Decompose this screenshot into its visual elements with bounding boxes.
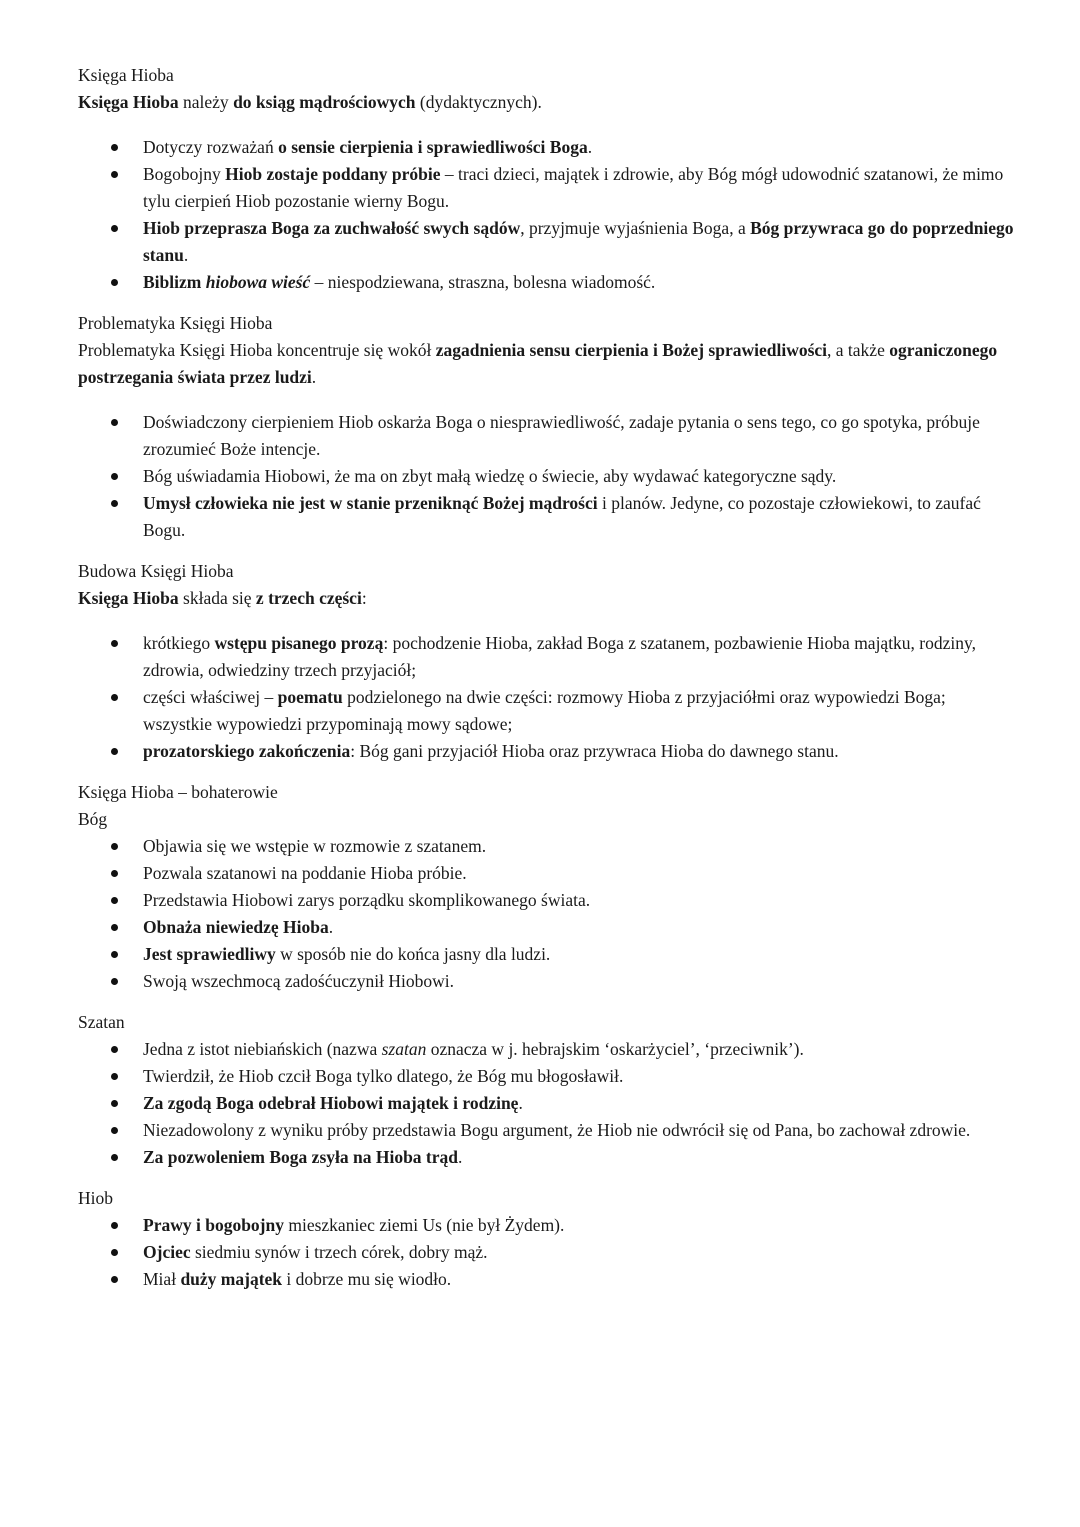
text-run: Obnaża niewiedzę Hioba <box>143 917 329 937</box>
text-run: Bogobojny <box>143 164 226 184</box>
text-run: Hiob przeprasza Boga za zuchwałość swych sądów <box>143 218 521 238</box>
section-heading: Budowa Księgi Hioba <box>78 561 234 581</box>
list-item <box>78 1090 1018 1117</box>
bullet-list <box>78 1036 1018 1171</box>
list-item <box>78 941 1018 968</box>
section-intro <box>78 337 1018 391</box>
text-run: szatan <box>381 1039 427 1059</box>
list-item <box>78 134 1018 161</box>
list-item <box>78 409 1018 463</box>
text-run: Bóg przywraca go do poprzedniego stanu <box>143 218 1014 265</box>
section-intro <box>78 89 1018 116</box>
bullet-list <box>78 630 1018 765</box>
list-item <box>78 738 1018 765</box>
text-run: . <box>328 917 334 937</box>
text-run-wrapper <box>206 272 311 292</box>
text-run: duży majątek <box>180 1269 283 1289</box>
section-heading: Problematyka Księgi Hioba <box>78 313 273 333</box>
section-ksiega-hioba <box>78 62 1018 296</box>
list-item <box>78 1212 1018 1239</box>
list-item <box>78 968 1018 995</box>
text-run: : pochodzenie Hioba, zakład Boga z szatanem, pozbawienie Hioba majątku, rodziny, zdrowia, odwiedziny trzech przyjaciół; <box>143 633 977 680</box>
list-item <box>78 490 1018 544</box>
text-run: Doświadczony cierpieniem Hiob oskarża Boga o niesprawiedliwość, zadaje pytania o sens tego, co go spotyka, próbuje zrozumieć Boże intencje. <box>143 412 980 459</box>
text-run: (dydaktycznych). <box>415 92 542 112</box>
text-run: części właściwej – <box>143 687 278 707</box>
section-problematyka <box>78 310 1018 544</box>
text-run: – traci dzieci, majątek i zdrowie, aby Bóg mógł udowodnić szatanowi, że mimo tylu cierpień Hiob pozostanie wierny Bogu. <box>143 164 1004 211</box>
list-item <box>78 1266 1018 1293</box>
list-item <box>78 1239 1018 1266</box>
document-page <box>78 62 1018 1293</box>
text-run: , przyjmuje wyjaśnienia Boga, a <box>520 218 751 238</box>
list-item <box>78 161 1018 215</box>
text-run: siedmiu synów i trzech córek, dobry mąż. <box>190 1242 488 1262</box>
list-item <box>78 887 1018 914</box>
text-run: Jedna z istot niebiańskich (nazwa <box>143 1039 382 1059</box>
list-item <box>78 860 1018 887</box>
text-run: Umysł człowieka nie jest w stanie przeniknąć Bożej mądrości <box>143 493 598 513</box>
text-run: . <box>518 1093 523 1113</box>
text-run: Bóg uświadamia Hiobowi, że ma on zbyt małą wiedzę o świecie, aby wydawać kategoryczne sądy. <box>143 466 837 486</box>
text-run: z trzech części <box>255 588 362 608</box>
text-run: hiobowa wieść <box>205 272 311 292</box>
list-item <box>78 1144 1018 1171</box>
list-item <box>78 833 1018 860</box>
list-item <box>78 1036 1018 1063</box>
character-heading-szatan: Szatan <box>78 1012 125 1032</box>
text-run: wstępu pisanego prozą <box>214 633 384 653</box>
section-budowa <box>78 558 1018 765</box>
text-run: Objawia się we wstępie w rozmowie z szatanem. <box>143 836 487 856</box>
text-run: i dobrze mu się wiodło. <box>282 1269 452 1289</box>
text-run: Problematyka Księgi Hioba koncentruje się wokół <box>78 340 436 360</box>
text-run: Prawy i bogobojny <box>143 1215 284 1235</box>
text-run: w sposób nie do końca jasny dla ludzi. <box>275 944 551 964</box>
list-item <box>78 684 1018 738</box>
text-run: Za pozwoleniem Boga zsyła na Hioba trąd <box>143 1147 459 1167</box>
text-run: . <box>183 245 189 265</box>
text-run: Przedstawia Hiobowi zarys porządku skomplikowanego świata. <box>143 890 591 910</box>
text-run: – niespodziewana, straszna, bolesna wiadomość. <box>310 272 656 292</box>
list-item <box>78 215 1018 269</box>
text-run: należy <box>178 92 234 112</box>
text-run: Twierdził, że Hiob czcił Boga tylko dlatego, że Bóg mu błogosławił. <box>143 1066 624 1086</box>
text-run: Za zgodą Boga odebrał Hiobowi majątek i rodzinę <box>143 1093 519 1113</box>
text-run: o sensie cierpienia i sprawiedliwości Boga <box>278 137 588 157</box>
text-run: . <box>458 1147 463 1167</box>
text-run: : <box>361 588 367 608</box>
text-run: Dotyczy rozważań <box>143 137 279 157</box>
list-item <box>78 269 1018 296</box>
text-run: Ojciec <box>143 1242 191 1262</box>
bullet-list <box>78 833 1018 995</box>
text-run: i planów. Jedyne, co pozostaje człowiekowi, to zaufać Bogu. <box>143 493 981 540</box>
section-heading: Księga Hioba <box>78 65 174 85</box>
text-run: : Bóg gani przyjaciół Hioba oraz przywraca Hioba do dawnego stanu. <box>350 741 839 761</box>
text-run: Biblizm <box>143 272 206 292</box>
list-item <box>78 463 1018 490</box>
list-item <box>78 1117 1018 1144</box>
list-item <box>78 1063 1018 1090</box>
text-run: Swoją wszechmocą zadośćuczynił Hiobowi. <box>143 971 455 991</box>
text-run: składa się <box>178 588 256 608</box>
text-run: . <box>311 367 317 387</box>
text-run: Jest sprawiedliwy <box>143 944 276 964</box>
list-item <box>78 630 1018 684</box>
text-run: Księga Hioba <box>78 92 179 112</box>
text-run: Hiob zostaje poddany próbie <box>225 164 441 184</box>
character-heading-bog: Bóg <box>78 809 108 829</box>
text-run: ograniczonego postrzegania świata przez ludzi <box>78 340 998 387</box>
bullet-list <box>78 134 1018 296</box>
section-bohaterowie <box>78 779 1018 995</box>
text-run: Niezadowolony z wyniku próby przedstawia Bogu argument, że Hiob nie odwrócił się od Pana, bo zachował zdrowie. <box>143 1120 971 1140</box>
section-hiob <box>78 1185 1018 1293</box>
text-run: Miał <box>143 1269 181 1289</box>
text-run: zagadnienia sensu cierpienia i Bożej sprawiedliwości <box>435 340 828 360</box>
text-run: prozatorskiego zakończenia <box>143 741 351 761</box>
text-run: podzielonego na dwie części: rozmowy Hioba z przyjaciółmi oraz wypowiedzi Boga; wszystkie wypowiedzi przypominają mowy sądowe; <box>143 687 946 734</box>
text-run: Pozwala szatanowi na poddanie Hioba próbie. <box>143 863 467 883</box>
character-heading-hiob: Hiob <box>78 1188 113 1208</box>
text-run: mieszkaniec ziemi Us (nie był Żydem). <box>283 1215 565 1235</box>
text-run: , a także <box>827 340 890 360</box>
list-item <box>78 914 1018 941</box>
text-run: krótkiego <box>143 633 215 653</box>
section-szatan <box>78 1009 1018 1171</box>
text-run: oznacza w j. hebrajskim ‘oskarżyciel’, ‘przeciwnik’). <box>426 1039 804 1059</box>
section-heading: Księga Hioba – bohaterowie <box>78 782 278 802</box>
bullet-list <box>78 1212 1018 1293</box>
bullet-list <box>78 409 1018 544</box>
text-run: Księga Hioba <box>78 588 179 608</box>
section-intro <box>78 585 1018 612</box>
text-run: . <box>587 137 593 157</box>
text-run: poematu <box>277 687 343 707</box>
text-run: do ksiąg mądrościowych <box>233 92 416 112</box>
